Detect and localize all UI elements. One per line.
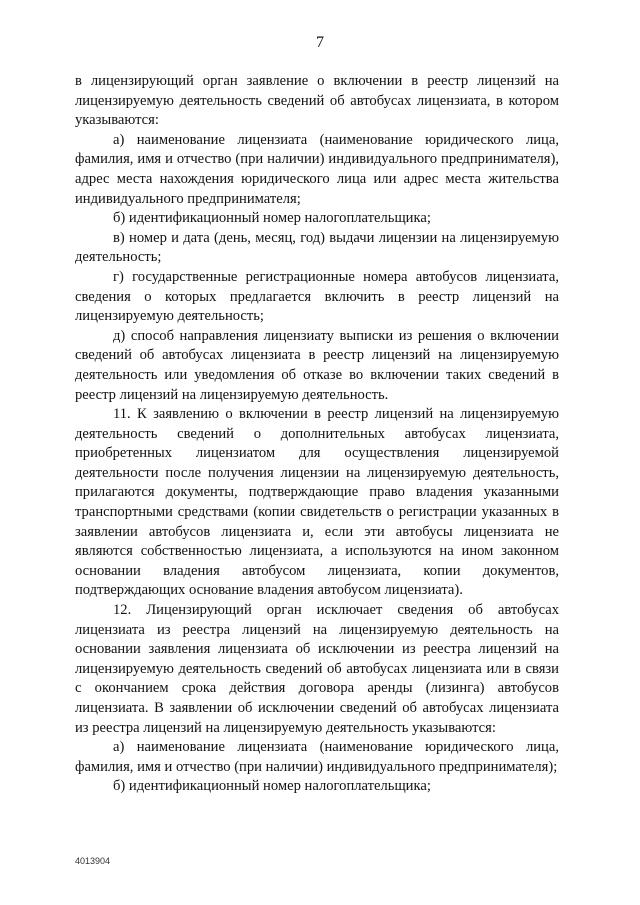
page-number: 7 — [316, 34, 324, 51]
paragraph-item-b-2: б) идентификационный номер налогоплательщика; — [113, 778, 431, 795]
paragraph-continuation: в лицензирующий орган заявление о включении в реестр лицензий на лицензируемую деятельность сведений об автобусах лицензиата, в котором указываются: — [75, 73, 559, 129]
paragraph-item-a: а) наименование лицензиата (наименование юридического лица, фамилия, имя и отчество (при наличии) индивидуального предпринимателя), адрес места нахождения юридического лица или адрес места жительства индивидуального предпринимателя; — [75, 131, 559, 207]
paragraph-clause-12: 12. Лицензирующий орган исключает сведения об автобусах лицензиата из реестра лицензий на лицензируемую деятельность на основании заявления лицензиата об исключении из реестра лицензий на лицензируемую деятельность сведений об автобусах лицензиата или в связи с окончанием срока действия договора аренды (лизинга) автобусов лицензиата. В заявлении об исключении сведений об автобусах лицензиата из реестра лицензий на лицензируемую деятельность указываются: — [75, 602, 559, 736]
paragraph-item-g: г) государственные регистрационные номера автобусов лицензиата, сведения о которых предлагается включить в реестр лицензий на лицензируемую деятельность; — [75, 268, 559, 325]
paragraph-item-d: д) способ направления лицензиату выписки из решения о включении сведений об автобусах лицензиата в реестр лицензий на лицензируемую деятельность или уведомления об отказе во включении таких сведений в реестр лицензий на лицензируемую деятельность. — [75, 327, 559, 403]
document-body — [75, 72, 559, 797]
paragraph-clause-11: 11. К заявлению о включении в реестр лицензий на лицензируемую деятельность сведений о дополнительных автобусах лицензиата, приобретенных лицензиатом для осуществления лицензируемой деятельности после получения лицензии на лицензируемую деятельность, прилагаются документы, подтверждающие право владения указанными транспортными средствами (копии свидетельств о регистрации указанных в заявлении автобусов лицензиата и, если эти автобусы лицензиата не являются собственностью лицензиата, а используются на ином законном основании владения автобусом лицензиата, копии документов, подтверждающих основание владения автобусом лицензиата). — [75, 406, 559, 599]
paragraph-item-v: в) номер и дата (день, месяц, год) выдачи лицензии на лицензируемую деятельность; — [75, 229, 559, 266]
paragraph-item-b: б) идентификационный номер налогоплательщика; — [113, 210, 431, 227]
document-code: 4013904 — [75, 856, 111, 866]
paragraph-item-a-2: а) наименование лицензиата (наименование юридического лица, фамилия, имя и отчество (при наличии) индивидуального предпринимателя); — [75, 739, 559, 775]
